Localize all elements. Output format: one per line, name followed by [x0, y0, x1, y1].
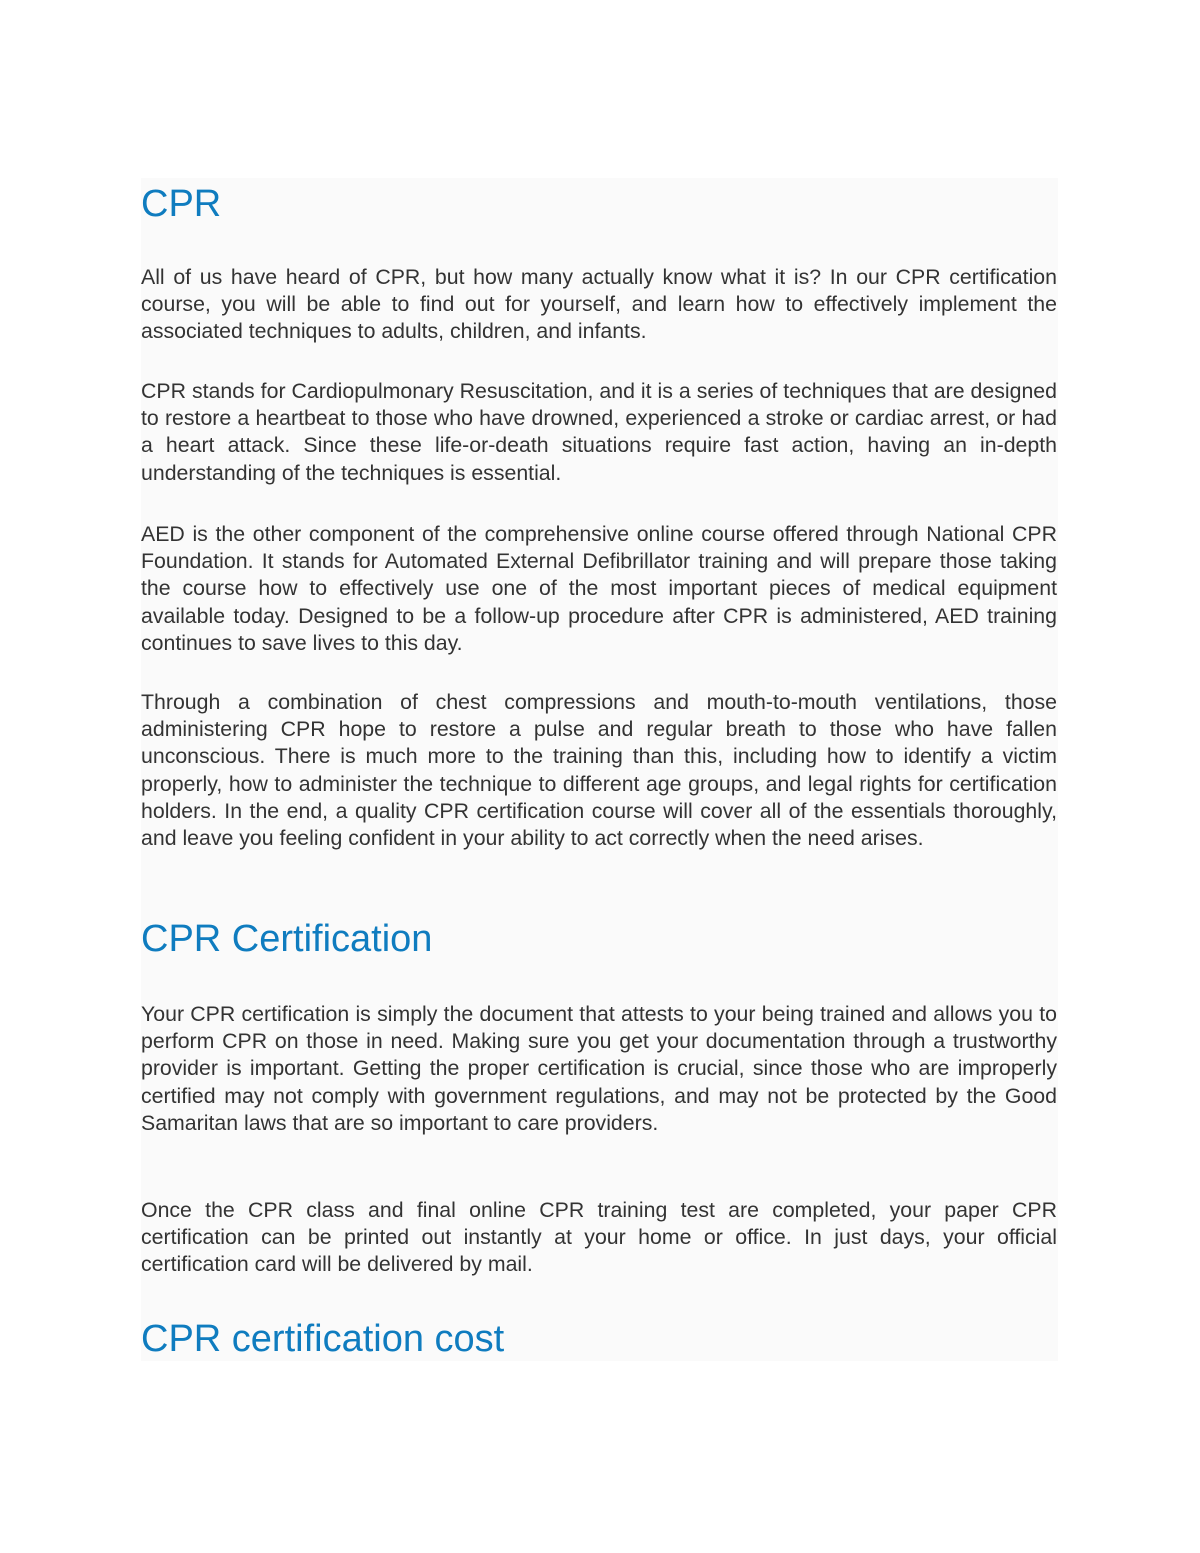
paragraph-intro: All of us have heard of CPR, but how many actually know what it is? In our CPR certification course, you will be able to find out for yourself, and learn how to effectively implement the associated techniques to adults, children, and infants. — [141, 265, 1057, 344]
paragraph-certification-delivery: Once the CPR class and final online CPR training test are completed, your paper CPR certification can be printed out instantly at your home or office. In just days, your official certification card will be delivered by mail. — [141, 1198, 1057, 1277]
section-heading-certification-cost: CPR certification cost — [141, 1318, 505, 1360]
paragraph-certification-document: Your CPR certification is simply the document that attests to your being trained and allows you to perform CPR on those in need. Making sure you get your documentation through a trustworthy provider is important. Getting the proper certification is crucial, since those who are improperly certified may not comply with government regulations, and may not be protected by the Good Samaritan laws that are so important to care providers. — [141, 1002, 1057, 1135]
paragraph-cpr-definition: CPR stands for Cardiopulmonary Resuscitation, and it is a series of techniques that are designed to restore a heartbeat to those who have drowned, experienced a stroke or cardiac arrest, or had a heart attack. Since these life-or-death situations require fast action, having an in-depth understanding of the techniques is essential. — [141, 379, 1057, 485]
paragraph-aed: AED is the other component of the comprehensive online course offered through National CPR Foundation. It stands for Automated External Defibrillator training and will prepare those taking the course how to effectively use one of the most important pieces of medical equipment available today. Designed to be a follow-up procedure after CPR is administered, AED training continues to save lives to this day. — [141, 522, 1057, 655]
section-heading-cpr-certification: CPR Certification — [141, 918, 433, 960]
section-heading-cpr: CPR — [141, 183, 222, 225]
paragraph-technique: Through a combination of chest compressions and mouth-to-mouth ventilations, those administering CPR hope to restore a pulse and regular breath to those who have fallen unconscious. There is much more to the training than this, including how to identify a victim properly, how to administer the technique to different age groups, and legal rights for certification holders. In the end, a quality CPR certification course will cover all of the essentials thoroughly, and leave you feeling confident in your ability to act correctly when the need arises. — [141, 690, 1057, 851]
